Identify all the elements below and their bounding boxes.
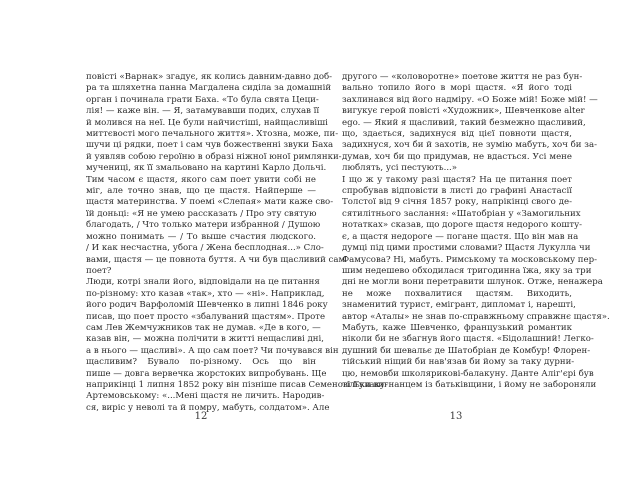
text-line: сам Лев Жемчужников так не думав. «Де в кого, — [86, 322, 321, 333]
text-line: думав, хоч би що придумав, не вдасться. Усі мене [342, 151, 572, 162]
left-page-number: 12 [194, 411, 208, 422]
text-line: люблять, усі пестують...» [342, 163, 458, 174]
text-line: щасливим? Бувало по-різному. Ось що він [86, 357, 316, 368]
right-page [342, 72, 610, 391]
text-line: й уявляв собою героїню в образі ніжної юної римлянки- [86, 151, 342, 162]
text-line: мучениці, як її змальовано на картині Карло Дольчі. [86, 163, 327, 174]
text-line: захлинався від його надміру. «О Боже мій! Боже мій! — [342, 94, 598, 105]
text-line: щастя материнства. У поемі «Слепая» мати каже сво- [86, 197, 334, 208]
text-line: орган і починала грати Баха. «То була свята Цеци- [86, 94, 319, 105]
right-page-text [342, 72, 610, 391]
text-line: Толстої від 9 січня 1857 року, напрікінці свого де- [342, 197, 572, 208]
text-line: спробував відповісти в листі до графині Анастасії [342, 186, 572, 197]
text-line: благодать, / Что только матери избранной / Душою [86, 220, 321, 231]
text-line: казав він, — можна полічити в житті нещасливі дні, [86, 334, 324, 345]
text-line: не може похвалитися щастям. Виходить, [342, 288, 572, 299]
text-line: душний би шевальє де Шатобріан де Комбур! Флорен- [342, 345, 591, 356]
text-line: тільки вигнанцем із батьківщини, і йому не забороняли [342, 379, 597, 390]
text-line: тійський ніщий би нав'язав би йому за таку дурни- [342, 357, 575, 368]
text-line: й молився на неї. Це були найчистіші, найщасливіші [86, 117, 328, 128]
text-line: Тим часом є щастя, якого сам поет увити собі не [86, 174, 316, 185]
text-line: їй доньці: «Я не умею рассказать / Про эту святую [86, 208, 317, 219]
text-line: нотатках» сказав, що дороге щастя недорого кошту- [342, 220, 583, 231]
text-line: ся, виріс у неволі та й помру, мабуть, солдатом». Але [86, 402, 330, 413]
text-line: миттєвості мого печального життя». Хтозна, може, пи- [86, 129, 339, 140]
text-line: лія! — каже він. — Я, затамувавши подих, слухав її [86, 106, 320, 117]
text-line: міг, але точно знав, що це щастя. Найперше — [86, 186, 316, 197]
text-line: по-різному: хто казав «так», хто — «ні». Наприклад, [86, 288, 325, 299]
text-line: ніколи би не збагнув його щастя. «Бідолашний! Легко- [342, 334, 594, 345]
text-line: знаменитий турист, емігрант, дипломат і, нарешті, [342, 300, 576, 311]
text-line: задихнуся, хоч би й захотів, не зумію мабуть, хоч би за- [342, 140, 597, 151]
text-line: його родич Варфоломій Шевченко в липні 1846 року [86, 300, 328, 311]
text-line: що, здається, задихнуся від цієї повноти щастя, [342, 129, 572, 140]
text-line: Фамусова? Ні, мабуть. Римському та московському пер- [342, 254, 598, 265]
text-line: вигукує герой повісті «Художник», Шевченкове alter [342, 106, 585, 117]
left-page-text [86, 72, 388, 414]
text-line: І що ж у такому разі щастя? На це питання поет [342, 174, 572, 185]
text-line: Мабуть, каже Шевченко, французький романтик [342, 322, 572, 333]
text-line: вально топило його в морі щастя. «Я його тоді [342, 83, 572, 94]
text-line: писав, що поет просто «збалуваний щастям». Проте [86, 311, 326, 322]
text-line: є, а щастя недороге — погане щастя. Що він мав на [342, 231, 579, 242]
text-line: / И как несчастна, убога / Жена бесплодная...» Сло- [86, 243, 324, 254]
text-line: ego. — Який я щасливий, такий безмежно щасливий, [342, 117, 586, 128]
text-line: поет? [86, 265, 112, 276]
text-line: можно понимать — / То выше счастия людского. [86, 231, 316, 242]
text-line: другого — «коловоротне» поетове життя не раз бун- [342, 72, 583, 82]
text-line: пише — довга вервечка жорстоких випробувань. Ще [86, 368, 327, 379]
text-line: дні не могли вони перетравити шлунок. Отже, ненажера [342, 277, 603, 288]
text-line: сятилітнього заслання: «Шатобріан у «Замогильних [342, 208, 581, 219]
text-line: Артемовському: «...Мені щастя не личить. Народив- [86, 391, 325, 402]
text-line: наприкінці 1 липня 1852 року він пізніше писав Семенові Гулаку- [86, 379, 388, 390]
left-page [86, 72, 388, 414]
text-line: шучи ці рядки, поет і сам чув божественні звуки Баха [86, 140, 334, 151]
text-line: а в нього — щасливі». А що сам поет? Чи почувався він [86, 345, 339, 356]
text-line: вами, щастя — це повнота буття. А чи був щасливий сам [86, 254, 346, 265]
text-line: Люди, котрі знали його, відповідали на це питання [86, 277, 320, 288]
text-line: повісті «Варнак» згадує, як колись давним-давно доб- [86, 72, 333, 82]
text-line: автор «Аталы» не знав по-справжньому справжнє щастя». [342, 311, 610, 322]
text-line: ра та шляхетна панна Магдалена сиділа за домашній [86, 83, 332, 94]
right-page-number: 13 [449, 411, 463, 422]
text-line: цю, немовби школярикові-балакуну. Данте Аліг'єрі був [342, 368, 594, 379]
text-line: шим недешево обходилася тригодинна їжа, яку за три [342, 265, 592, 276]
text-line: думці під цими простими словами? Щастя Лукулла чи [342, 243, 591, 254]
